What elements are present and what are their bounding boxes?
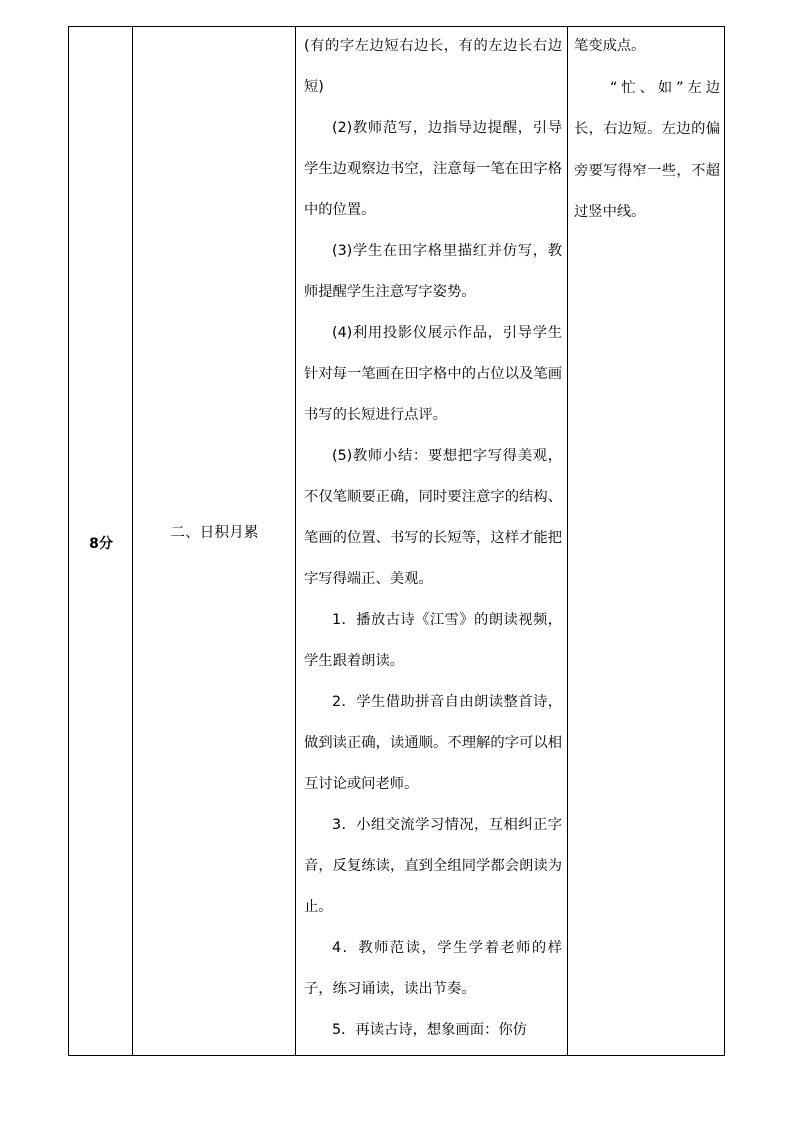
time-allocation: 8分 xyxy=(89,536,113,552)
process-paragraph: 3．小组交流学习情况，互相纠正字音，反复练读，直到全组同学都会朗读为止。 xyxy=(304,817,562,915)
notes-paragraph: 笔变成点。 xyxy=(574,38,646,54)
design-notes-cell xyxy=(568,27,726,1055)
process-paragraph: 4．教师范读，学生学着老师的样子，练习诵读，读出节奏。 xyxy=(304,940,562,997)
process-paragraph: 5．再读古诗，想象画面：你仿 xyxy=(332,1022,527,1038)
section-cell xyxy=(133,27,296,1055)
process-paragraph: (有的字左边短右边长，有的左边长右边短) xyxy=(304,38,562,95)
lesson-plan-table xyxy=(68,26,725,1056)
process-paragraph: 2．学生借助拼音自由朗读整首诗，做到读正确，读通顺。不理解的字可以相互讨论或问老师。 xyxy=(304,694,562,792)
process-paragraph: (3)学生在田字格里描红并仿写，教师提醒学生注意写字姿势。 xyxy=(304,243,562,300)
notes-paragraph: “忙、如”左边长，右边短。左边的偏旁要写得窄一些，不超过竖中线。 xyxy=(574,79,720,220)
process-paragraph: 1．播放古诗《江雪》的朗读视频，学生跟着朗读。 xyxy=(304,612,562,669)
teaching-process-cell xyxy=(296,27,568,1055)
process-paragraph: (4)利用投影仪展示作品，引导学生针对每一笔画在田字格中的占位以及笔画书写的长短进行点评。 xyxy=(304,325,562,423)
process-paragraph: (2)教师范写，边指导边提醒，引导学生边观察边书空，注意每一笔在田字格中的位置。 xyxy=(304,120,562,218)
process-paragraph: (5)教师小结：要想把字写得美观，不仅笔顺要正确，同时要注意字的结构、笔画的位置、书写的长短等，这样才能把字写得端正、美观。 xyxy=(304,448,562,587)
section-title: 二、日积月累 xyxy=(170,524,259,541)
time-cell xyxy=(69,27,133,1055)
